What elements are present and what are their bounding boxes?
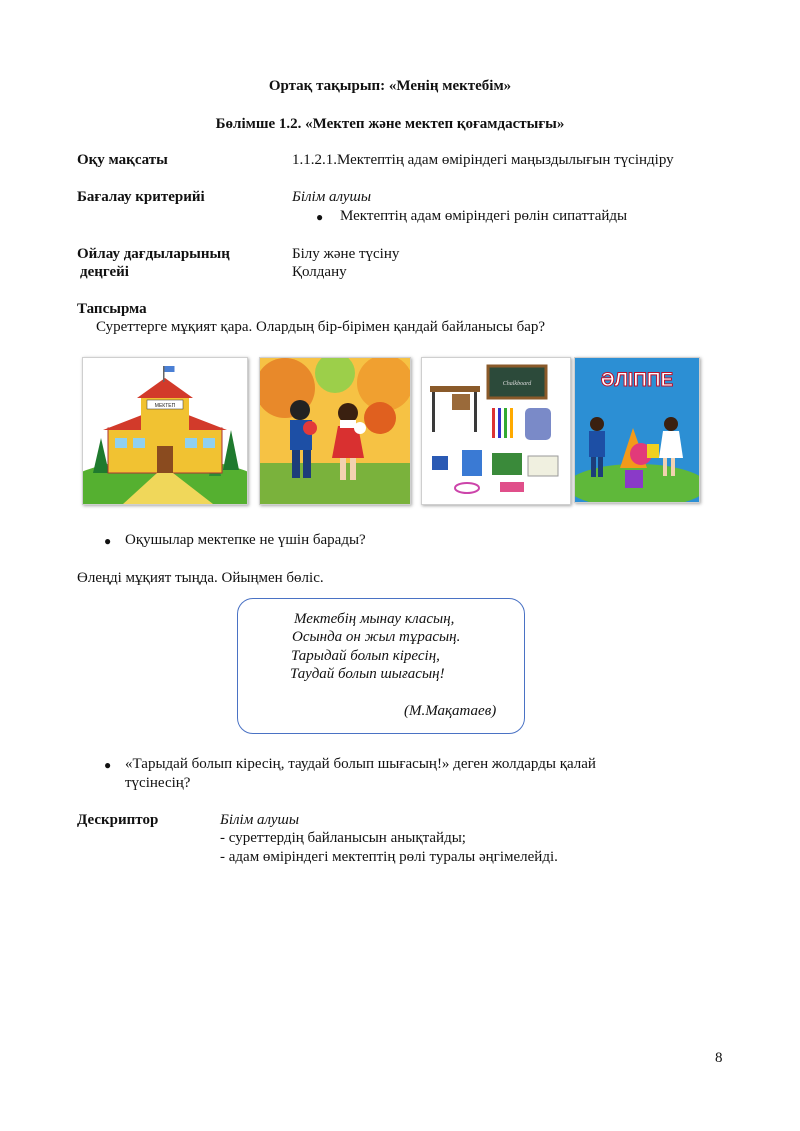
criteria-item: Мектептің адам өміріндегі рөлін сипаттайды (340, 208, 628, 224)
level-label-line2: деңгейі (80, 264, 129, 280)
alphabet-book-picture (574, 357, 700, 503)
alphabet-book-illustration (575, 358, 699, 502)
descriptor-intro: Білім алушы (220, 812, 300, 828)
question-1: Оқушылар мектепке не үшін барады? (125, 532, 366, 548)
bullet-icon: ● (316, 210, 324, 224)
chalkboard-text: Chalkboard (502, 381, 532, 387)
descriptor-label: Дескриптор (77, 812, 159, 828)
goal-value: 1.1.2.1.Мектептің адам өміріндегі маңыздылығын түсіндіру (292, 152, 674, 168)
task-title: Тапсырма (77, 301, 147, 317)
poem-box (237, 598, 525, 734)
book-title-text: ӘЛІППЕ (600, 370, 674, 391)
children-illustration (260, 358, 410, 504)
question-2-line-1: «Тарыдай болып кіресің, таудай болып шығасың!» деген жолдарды қалай (125, 756, 596, 772)
level-value-line1: Білу және түсіну (292, 246, 400, 262)
poem-line-4: Таудай болып шығасың! (290, 666, 445, 682)
poem-line-3: Тарыдай болып кіресің, (291, 648, 440, 664)
bullet-icon: ● (104, 534, 112, 548)
supplies-picture (421, 357, 571, 505)
poem-author: (М.Мақатаев) (404, 703, 497, 719)
criteria-intro: Білім алушы (292, 189, 372, 205)
bullet-icon: ● (104, 758, 112, 772)
level-label-line1: Ойлау дағдыларының (77, 246, 230, 262)
poem-line-2: Осында он жыл тұрасың. (292, 629, 461, 645)
topic-title: Ортақ тақырып: «Менің мектебім» (268, 78, 512, 94)
school-sign-text: МЕКТЕП (154, 403, 176, 409)
supplies-illustration (422, 358, 570, 504)
task-instruction: Суреттерге мұқият қара. Олардың бір-бірімен қандай байланысы бар? (96, 319, 546, 335)
school-picture (82, 357, 248, 505)
level-value-line2: Қолдану (292, 264, 347, 280)
criteria-label: Бағалау критерийі (77, 189, 205, 205)
question-2-line-2: түсінесің? (125, 775, 191, 791)
poem-intro: Өлеңді мұқият тыңда. Ойыңмен бөліс. (77, 570, 324, 586)
children-picture (259, 357, 411, 505)
descriptor-item-2: - адам өміріндегі мектептің рөлі туралы әңгімелейді. (220, 849, 558, 865)
school-illustration (83, 358, 247, 504)
section-title: Бөлімше 1.2. «Мектеп және мектеп қоғамдастығы» (215, 116, 565, 132)
page-number: 8 (715, 1050, 723, 1066)
descriptor-item-1: - суреттердің байланысын анықтайды; (220, 830, 466, 846)
poem-line-1: Мектебің мынау класың, (294, 611, 455, 627)
goal-label: Оқу мақсаты (77, 152, 168, 168)
